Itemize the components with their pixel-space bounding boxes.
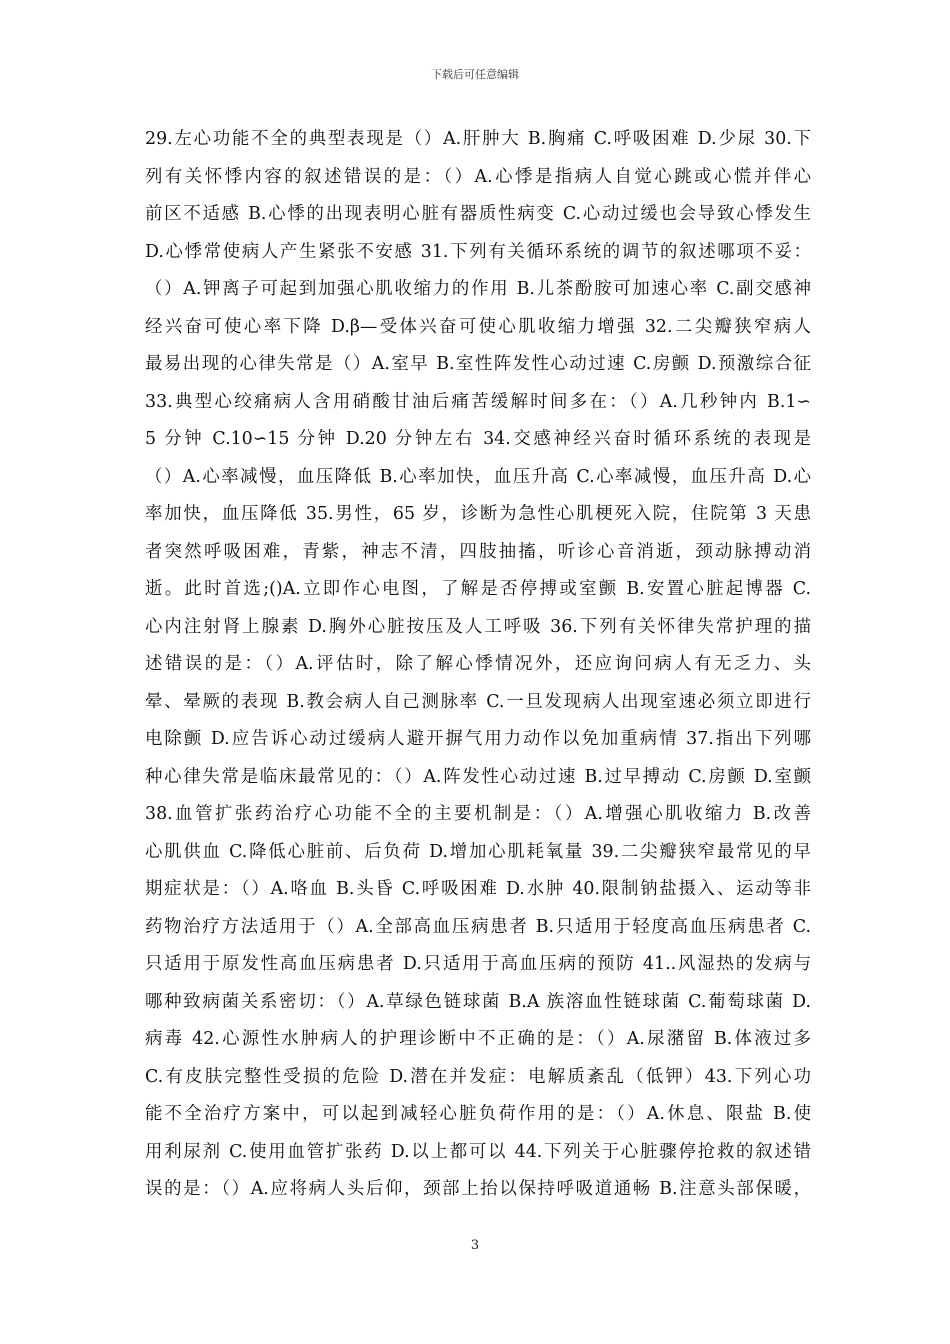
text-line: 病毒 42.心源性水肿病人的护理诊断中不正确的是：（）A.尿潴留 B.体液过多	[145, 1029, 811, 1049]
text-line: 误的是：（）A.应将病人头后仰，颈部上抬以保持呼吸道通畅 B.注意头部保暖，	[145, 1179, 811, 1199]
text-line: 心肌供血 C.降低心脏前、后负荷 D.增加心肌耗氧量 39.二尖瓣狭窄最常见的早	[145, 841, 811, 862]
text-line: 列有关怀悸内容的叙述错误的是：（）A.心悸是指病人自觉心跳或心慌并伴心	[145, 166, 811, 187]
text-line: 33.典型心绞痛病人含用硝酸甘油后痛苦缓解时间多在：（）A.几秒钟内 B.1∽	[145, 391, 811, 412]
text-line: 心内注射肾上腺素 D.胸外心脏按压及人工呼吸 36.下列有关怀律失常护理的描	[145, 616, 811, 637]
text-line: 期症状是：（）A.咯血 B.头昏 C.呼吸困难 D.水肿 40.限制钠盐摄入、运动等非	[145, 879, 811, 899]
text-line: 者突然呼吸困难，青紫，神志不清，四肢抽搐，听诊心音消逝，颈动脉搏动消	[145, 541, 811, 562]
text-line: 种心律失常是临床最常见的：（）A.阵发性心动过速 B.过早搏动 C.房颤 D.室颤	[145, 766, 811, 787]
text-line: 晕、晕厥的表现 B.教会病人自己测脉率 C.一旦发现病人出现室速必须立即进行	[145, 691, 811, 712]
text-line: （）A.钾离子可起到加强心肌收缩力的作用 B.儿茶酚胺可加速心率 C.副交感神	[145, 279, 811, 299]
text-line: 述错误的是：（）A.评估时，除了解心悸情况外，还应询问病人有无乏力、头	[145, 654, 811, 674]
text-line: （）A.心率减慢，血压降低 B.心率加快，血压升高 C.心率减慢，血压升高 D.心	[145, 466, 811, 487]
text-line: 电除颤 D.应告诉心动过缓病人避开摒气用力动作以免加重病情 37.指出下列哪	[145, 729, 811, 749]
page-number: 3	[470, 1238, 480, 1253]
text-line: D.心悸常使病人产生紧张不安感 31.下列有关循环系统的调节的叙述哪项不妥：	[145, 241, 811, 262]
text-line: 29.左心功能不全的典型表现是（）A.肝肿大 B.胸痛 C.呼吸困难 D.少尿 30.下	[145, 129, 811, 149]
text-line: 药物治疗方法适用于（）A.全部高血压病患者 B.只适用于轻度高血压病患者 C.	[145, 916, 811, 937]
text-line: C.有皮肤完整性受损的危险 D.潜在并发症：电解质紊乱（低钾）43.下列心功	[145, 1066, 811, 1087]
text-line: 率加快，血压降低 35.男性，65 岁，诊断为急性心肌梗死入院，住院第 3 天患	[145, 504, 811, 524]
text-line: 最易出现的心律失常是（）A.室早 B.室性阵发性心动过速 C.房颤 D.预激综合征	[145, 354, 811, 374]
page-header: 下载后可任意编辑	[431, 68, 519, 81]
text-line: 只适用于原发性高血压病患者 D.只适用于高血压病的预防 41..风湿热的发病与	[145, 954, 811, 974]
text-line: 前区不适感 B.心悸的出现表明心脏有器质性病变 C.心动过缓也会导致心悸发生	[145, 204, 811, 224]
text-line: 经兴奋可使心率下降 D.β—受体兴奋可使心肌收缩力增强 32.二尖瓣狭窄病人	[145, 316, 811, 337]
text-line: 38.血管扩张药治疗心功能不全的主要机制是：（）A.增强心肌收缩力 B.改善	[145, 804, 811, 824]
document-body	[145, 121, 811, 1209]
text-line: 哪种致病菌关系密切：（）A.草绿色链球菌 B.A 族溶血性链球菌 C.葡萄球菌 D.	[145, 991, 811, 1012]
text-line: 5 分钟 C.10∽15 分钟 D.20 分钟左右 34.交感神经兴奋时循环系统的表现是	[145, 429, 811, 449]
text-line: 逝。此时首选;()A.立即作心电图，了解是否停搏或室颤 B.安置心脏起博器 C.	[145, 579, 811, 599]
text-line: 用利尿剂 C.使用血管扩张药 D.以上都可以 44.下列关于心脏骤停抢救的叙述错	[145, 1141, 811, 1162]
text-line: 能不全治疗方案中，可以起到减轻心脏负荷作用的是：（）A.休息、限盐 B.使	[145, 1104, 811, 1124]
